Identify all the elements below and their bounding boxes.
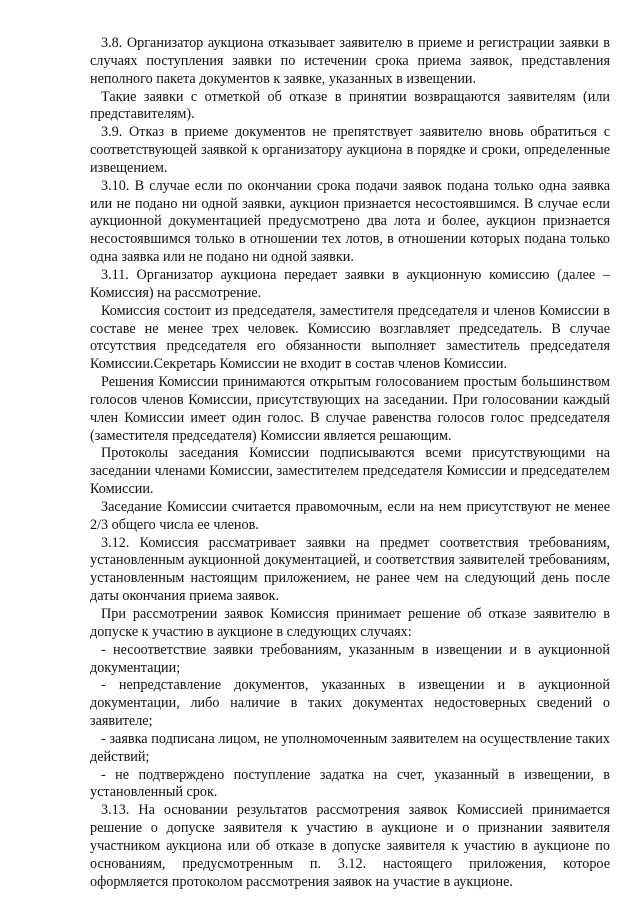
paragraph-commission-quorum: Заседание Комиссии считается правомочным, если на нем присутствуют не менее 2/3 общего числа ее членов.: [90, 498, 610, 533]
paragraph-3-13: 3.13. На основании результатов рассмотрения заявок Комиссией принимается решение о допуске заявителя к участию в аукционе и о признании заявителя участником аукциона или об отказе в допуске заявителя к участию в аукционе по основаниям, предусмотренным п. 3.12. настоящего приложения, которое оформляется протоколом рассмотрения заявок на участие в аукционе.: [90, 802, 610, 890]
paragraph-3-12: 3.12. Комиссия рассматривает заявки на предмет соответствия требованиям, установленным аукционной документацией, и соответствия заявителей требованиям, установленным настоящим приложением, не ранее чем на следующий день после даты окончания приема заявок.: [90, 534, 610, 605]
list-item-unauthorized-signature: - заявка подписана лицом, не уполномоченным заявителем на осуществление таких действий;: [90, 730, 610, 765]
list-item-noncompliance: - несоответствие заявки требованиям, указанным в извещении и в аукционной документации;: [90, 641, 610, 676]
paragraph-commission-protocols: Протоколы заседания Комиссии подписываются всеми присутствующими на заседании членами Комиссии, заместителем председателя Комиссии и председателем Комиссии.: [90, 445, 610, 498]
paragraph-refusal-cases: При рассмотрении заявок Комиссия принимает решение об отказе заявителю в допуске к участию в аукционе в следующих случаях:: [90, 606, 610, 640]
paragraph-3-11: 3.11. Организатор аукциона передает заявки в аукционную комиссию (далее – Комиссия) на рассмотрение.: [90, 266, 610, 301]
list-item-deposit-not-confirmed: - не подтверждено поступление задатка на счет, указанный в извещении, в установленный срок.: [90, 766, 610, 801]
paragraph-rejected-applications: Такие заявки с отметкой об отказе в принятии возвращаются заявителям (или представителям).: [90, 88, 610, 123]
paragraph-3-10: 3.10. В случае если по окончании срока подачи заявок подана только одна заявка или не подано ни одной заявки, аукцион признается несостоявшимся. В случае если аукционной документацией предусмотрено два лота и более, аукцион признается несостоявшимся только в отношении тех лотов, в отношении которых подана только одна заявка или не подано ни одной заявки.: [90, 177, 610, 266]
paragraph-3-8: 3.8. Организатор аукциона отказывает заявителю в приеме и регистрации заявки в случаях поступления заявки по истечении срока приема заявок, представления неполного пакета документов к заявке, указанных в извещении.: [90, 35, 610, 87]
paragraph-commission-decisions: Решения Комиссии принимаются открытым голосованием простым большинством голосов членов Комиссии, присутствующих на заседании. При голосовании каждый член Комиссии имеет один голос. В случае равенства голосов голос председателя (заместителя председателя) Комиссии является решающим.: [90, 374, 610, 444]
list-item-missing-documents: - непредставление документов, указанных в извещении и в аукционной документации, либо наличие в таких документах недостоверных сведений о заявителе;: [90, 677, 610, 730]
document-page: [90, 35, 610, 892]
paragraph-commission-composition: Комиссия состоит из председателя, заместителя председателя и членов Комиссии в составе не менее трех человек. Комиссию возглавляет председатель. В случае отсутствия председателя его обязанности выполняет заместитель председателя Комиссии.Секретарь Комиссии не входит в состав членов Комиссии.: [90, 302, 610, 373]
paragraph-3-9: 3.9. Отказ в приеме документов не препятствует заявителю вновь обратиться с соответствующей заявкой к организатору аукциона в порядке и сроки, определенные извещением.: [90, 124, 610, 176]
